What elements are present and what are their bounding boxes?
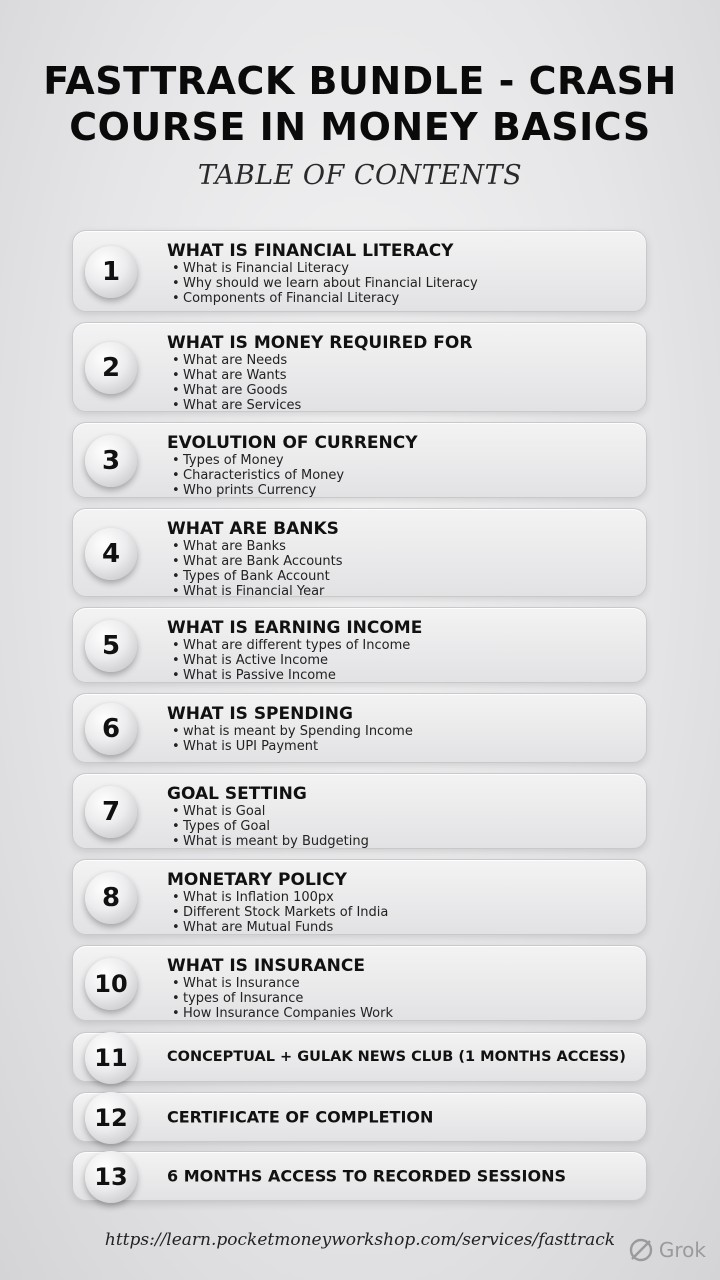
- toc-section-card: [72, 945, 647, 1021]
- section-topic-list: [167, 976, 393, 1021]
- section-topic-list: [167, 890, 388, 935]
- topic-item: • What is Goal: [167, 804, 369, 819]
- section-number-badge: 8: [85, 872, 137, 924]
- topic-item: • What are Services: [167, 398, 301, 413]
- section-topic-list: [167, 539, 343, 599]
- section-title: EVOLUTION OF CURRENCY: [167, 433, 418, 453]
- topic-item: • what is meant by Spending Income: [167, 724, 413, 739]
- toc-section-card: [72, 773, 647, 849]
- toc-section-card: [72, 859, 647, 935]
- topic-item: • What are Needs: [167, 353, 301, 368]
- section-title: MONETARY POLICY: [167, 870, 347, 890]
- topic-item: • What is Financial Literacy: [167, 261, 478, 276]
- page-title: [0, 58, 720, 150]
- section-title: WHAT IS SPENDING: [167, 704, 353, 724]
- page-subtitle: TABLE OF CONTENTS: [197, 160, 523, 191]
- topic-item: • Components of Financial Literacy: [167, 291, 478, 306]
- topic-item: • Why should we learn about Financial Literacy: [167, 276, 478, 291]
- title-line-1: FASTTRACK BUNDLE - CRASH: [43, 59, 677, 103]
- section-number-badge: 3: [85, 435, 137, 487]
- section-topic-list: [167, 638, 410, 683]
- section-title: WHAT IS INSURANCE: [167, 956, 365, 976]
- section-number-badge: 12: [85, 1092, 137, 1144]
- section-number-badge: 5: [85, 620, 137, 672]
- section-topic-list: [167, 261, 478, 306]
- section-number-badge: 7: [85, 786, 137, 838]
- section-topic-list: [167, 353, 301, 413]
- topic-item: • What is Passive Income: [167, 668, 410, 683]
- topic-item: • Characteristics of Money: [167, 468, 344, 483]
- toc-section-card: [72, 230, 647, 312]
- topic-item: • Types of Money: [167, 453, 344, 468]
- topic-item: • What is Active Income: [167, 653, 410, 668]
- toc-section-card: [72, 1151, 647, 1201]
- topic-item: • What is Insurance: [167, 976, 393, 991]
- topic-item: • Types of Goal: [167, 819, 369, 834]
- topic-item: • Different Stock Markets of India: [167, 905, 388, 920]
- toc-section-card: [72, 1032, 647, 1082]
- topic-item: • Types of Bank Account: [167, 569, 343, 584]
- topic-item: • What are different types of Income: [167, 638, 410, 653]
- grok-watermark: [628, 1237, 706, 1263]
- footer-url[interactable]: https://learn.pocketmoneyworkshop.com/services/fasttrack: [104, 1230, 616, 1250]
- section-number-badge: 13: [85, 1151, 137, 1203]
- section-number-badge: 4: [85, 528, 137, 580]
- section-topic-list: [167, 724, 413, 754]
- topic-item: • What are Banks: [167, 539, 343, 554]
- section-topic-list: [167, 453, 344, 498]
- toc-section-card: [72, 1092, 647, 1142]
- section-topic-list: [167, 804, 369, 849]
- topic-item: • What are Mutual Funds: [167, 920, 388, 935]
- section-title: CERTIFICATE OF COMPLETION: [167, 1107, 434, 1127]
- section-number-badge: 2: [85, 342, 137, 394]
- toc-section-card: [72, 693, 647, 763]
- section-title: WHAT IS FINANCIAL LITERACY: [167, 241, 454, 261]
- section-number-badge: 1: [85, 246, 137, 298]
- title-line-2: COURSE IN MONEY BASICS: [69, 105, 651, 149]
- section-title: CONCEPTUAL + GULAK NEWS CLUB (1 MONTHS ACCESS): [167, 1049, 626, 1065]
- topic-item: • Who prints Currency: [167, 483, 344, 498]
- section-number-badge: 10: [85, 958, 137, 1010]
- toc-section-card: [72, 322, 647, 412]
- section-title: WHAT ARE BANKS: [167, 519, 339, 539]
- toc-section-card: [72, 508, 647, 597]
- topic-item: • What is Inflation 100px: [167, 890, 388, 905]
- topic-item: • What are Goods: [167, 383, 301, 398]
- topic-item: • types of Insurance: [167, 991, 393, 1006]
- section-title: GOAL SETTING: [167, 784, 307, 804]
- section-title: WHAT IS MONEY REQUIRED FOR: [167, 333, 473, 353]
- section-title: WHAT IS EARNING INCOME: [167, 618, 423, 638]
- section-number-badge: 11: [85, 1032, 137, 1084]
- watermark-text: Grok: [658, 1238, 706, 1262]
- toc-section-card: [72, 422, 647, 498]
- grok-logo-icon: [628, 1237, 654, 1263]
- topic-item: • What is meant by Budgeting: [167, 834, 369, 849]
- section-title: 6 MONTHS ACCESS TO RECORDED SESSIONS: [167, 1166, 567, 1186]
- topic-item: • What is Financial Year: [167, 584, 343, 599]
- topic-item: • What are Bank Accounts: [167, 554, 343, 569]
- section-number-badge: 6: [85, 703, 137, 755]
- topic-item: • How Insurance Companies Work: [167, 1006, 393, 1021]
- topic-item: • What is UPI Payment: [167, 739, 413, 754]
- topic-item: • What are Wants: [167, 368, 301, 383]
- toc-section-card: [72, 607, 647, 683]
